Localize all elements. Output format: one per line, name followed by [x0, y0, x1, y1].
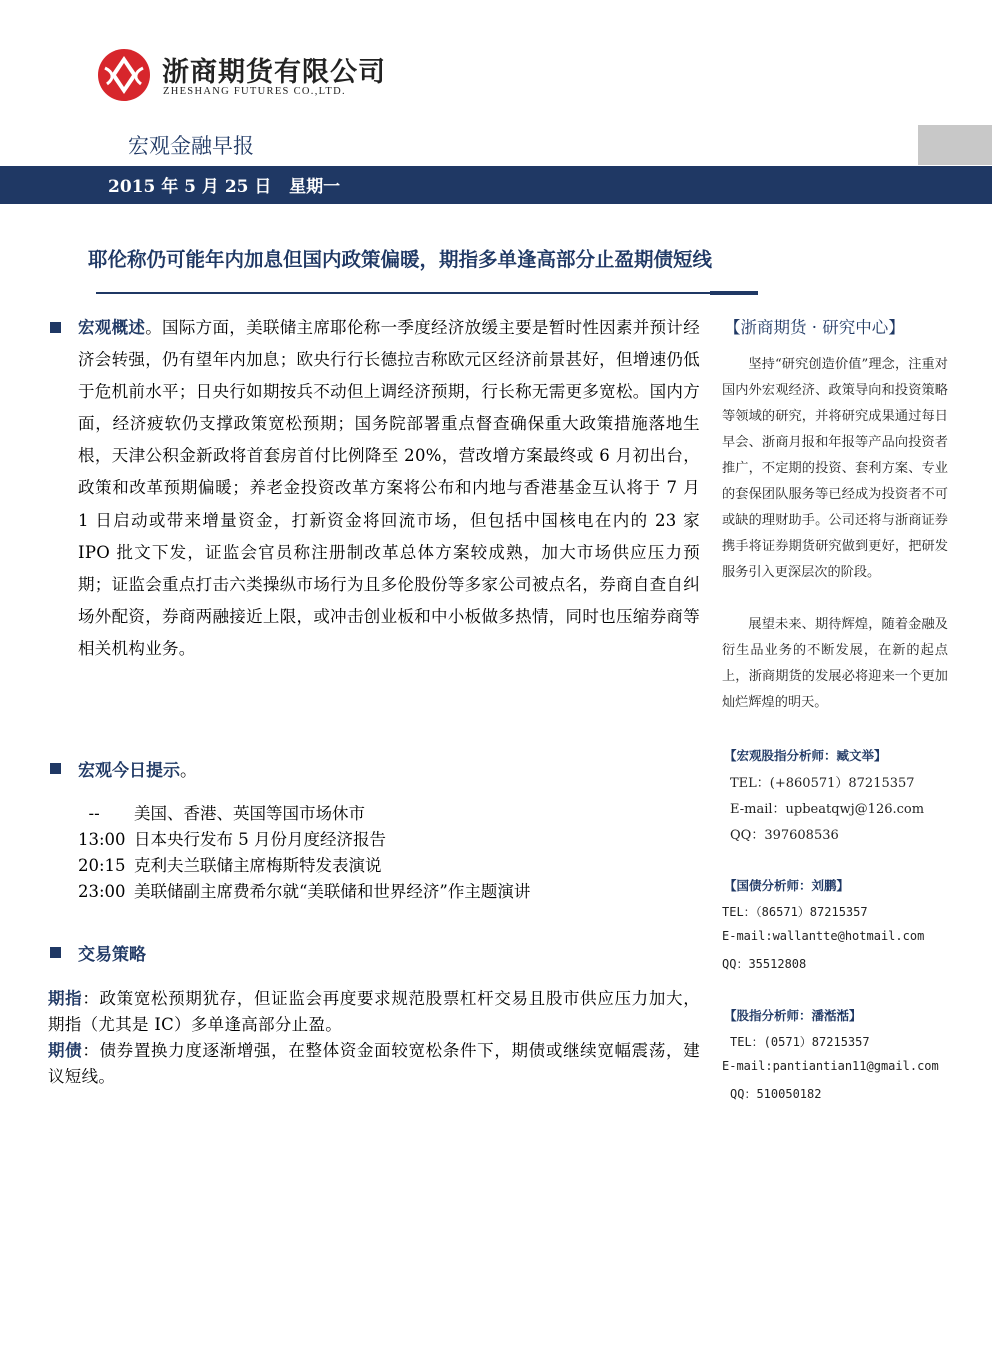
report-name: 宏观金融早报 [128, 134, 254, 158]
bullet-square-icon [50, 322, 61, 333]
overview-text: 。国际方面，美联储主席耶伦称一季度经济放缓主要是暂时性因素并预计经济会转强，仍有望年内加息；欧央行行长德拉吉称欧元区经济前景甚好，但增速仍低于危机前水平；日央行如期按兵不动但上调经济预期，行长称无需更多宽松。国内方面，经济疲软仍支撑政策宽松预期；国务院部署重点督查确保重大政策措施落地生根，天津公积金新政将首套房首付比例降至 20%，营改增方案最终或 6 月初出台，政策和改革预期偏暖；养老金投资改革方案将公布和内地与香港基金互认将于 7 月 1 日启动或带来增量资金，打新资金将回流市场，但包括中国核电在内的 23 家 IPO 批文下发，证监会官员称注册制改革总体方案较成熟，加大市场供应压力预期；证监会重点打击六类操纵市场行为且多伦股份等多家公司被点名，券商自查自纠场外配资，券商两融接近上限，或冲击创业板和中小板做多热情，同时也压缩券商等相关机构业务。 [78, 318, 700, 658]
event-row: 20:15 克利夫兰联储主席梅斯特发表演说 [78, 856, 382, 875]
sidebar-intro-paragraph: 坚持“研究创造价值”理念，注重对国内外宏观经济、政策导向和投资策略等领域的研究，并将研究成果通过每日早会、浙商月报和年报等产品向投资者推广，不定期的投资、套利方案、专业的套保团队服务等已经成为投资者不可或缺的理财助手。公司还将与浙商证券携手将证券期货研究做到更好，把研发服务引入更深层次的阶段。 [722, 357, 948, 580]
analyst-qq: QQ：510050182 [730, 1087, 822, 1101]
bullet-square-icon [50, 763, 61, 774]
bullet-square-icon [50, 947, 61, 958]
strategy-item-bond-futures: 期债：债券置换力度逐渐增强，在整体资金面较宽松条件下，期债或继续宽幅震荡，建议短线。 [48, 1041, 700, 1086]
analyst-email[interactable]: E-mail:wallantte@hotmail.com [722, 929, 925, 943]
company-logo-icon [97, 48, 151, 102]
title-divider-accent [710, 291, 758, 295]
event-row: -- 美国、香港、英国等国市场休市 [78, 804, 365, 823]
analyst-title: 【国债分析师：刘鹏】 [724, 878, 850, 893]
analyst-qq: QQ：35512808 [722, 957, 807, 971]
analyst-email[interactable]: E-mail:pantiantian11@gmail.com [722, 1059, 939, 1073]
analyst-title: 【宏观股指分析师：臧文举】 [724, 748, 887, 763]
strategy-item-futures-index: 期指：政策宽松预期犹存，但证监会再度要求规范股票杠杆交易且股市供应压力加大，期指（尤其是 IC）多单逢高部分止盈。 [48, 989, 700, 1034]
event-row: 13:00 日本央行发布 5 月份月度经济报告 [78, 830, 386, 849]
analyst-tel: TEL：（86571）87215357 [722, 905, 868, 919]
company-name-en: ZHESHANG FUTURES CO.,LTD. [163, 86, 346, 97]
main-title: 耶伦称仍可能年内加息但国内政策偏暖，期指多单逢高部分止盈期债短线 [88, 248, 713, 271]
analyst-title: 【股指分析师：潘湉湉】 [724, 1008, 862, 1023]
analyst-tel: TEL：(+860571）87215357 [730, 776, 915, 791]
report-date: 2015 年 5 月 25 日 星期一 [108, 177, 341, 197]
company-name-cn: 浙商期货有限公司 [162, 57, 386, 88]
strategy-heading: 交易策略 [78, 945, 146, 965]
analyst-qq: QQ：397608536 [730, 828, 839, 843]
event-row: 23:00 美联储副主席费希尔就“美联储和世界经济”作主题演讲 [78, 882, 531, 901]
today-heading: 宏观今日提示。 [78, 761, 197, 781]
sidebar-outlook-paragraph: 展望未来、期待辉煌，随着金融及衍生品业务的不断发展，在新的起点上，浙商期货的发展必将迎来一个更加灿烂辉煌的明天。 [722, 617, 948, 710]
sidebar-heading: 【浙商期货 · 研究中心】 [724, 318, 905, 337]
decorative-block [918, 125, 992, 165]
overview-paragraph [78, 312, 700, 665]
title-divider [96, 292, 758, 294]
analyst-tel: TEL：(0571）87215357 [730, 1035, 870, 1049]
overview-heading: 宏观概述 [78, 318, 146, 337]
analyst-email[interactable]: E-mail：upbeatqwj@126.com [730, 802, 925, 817]
